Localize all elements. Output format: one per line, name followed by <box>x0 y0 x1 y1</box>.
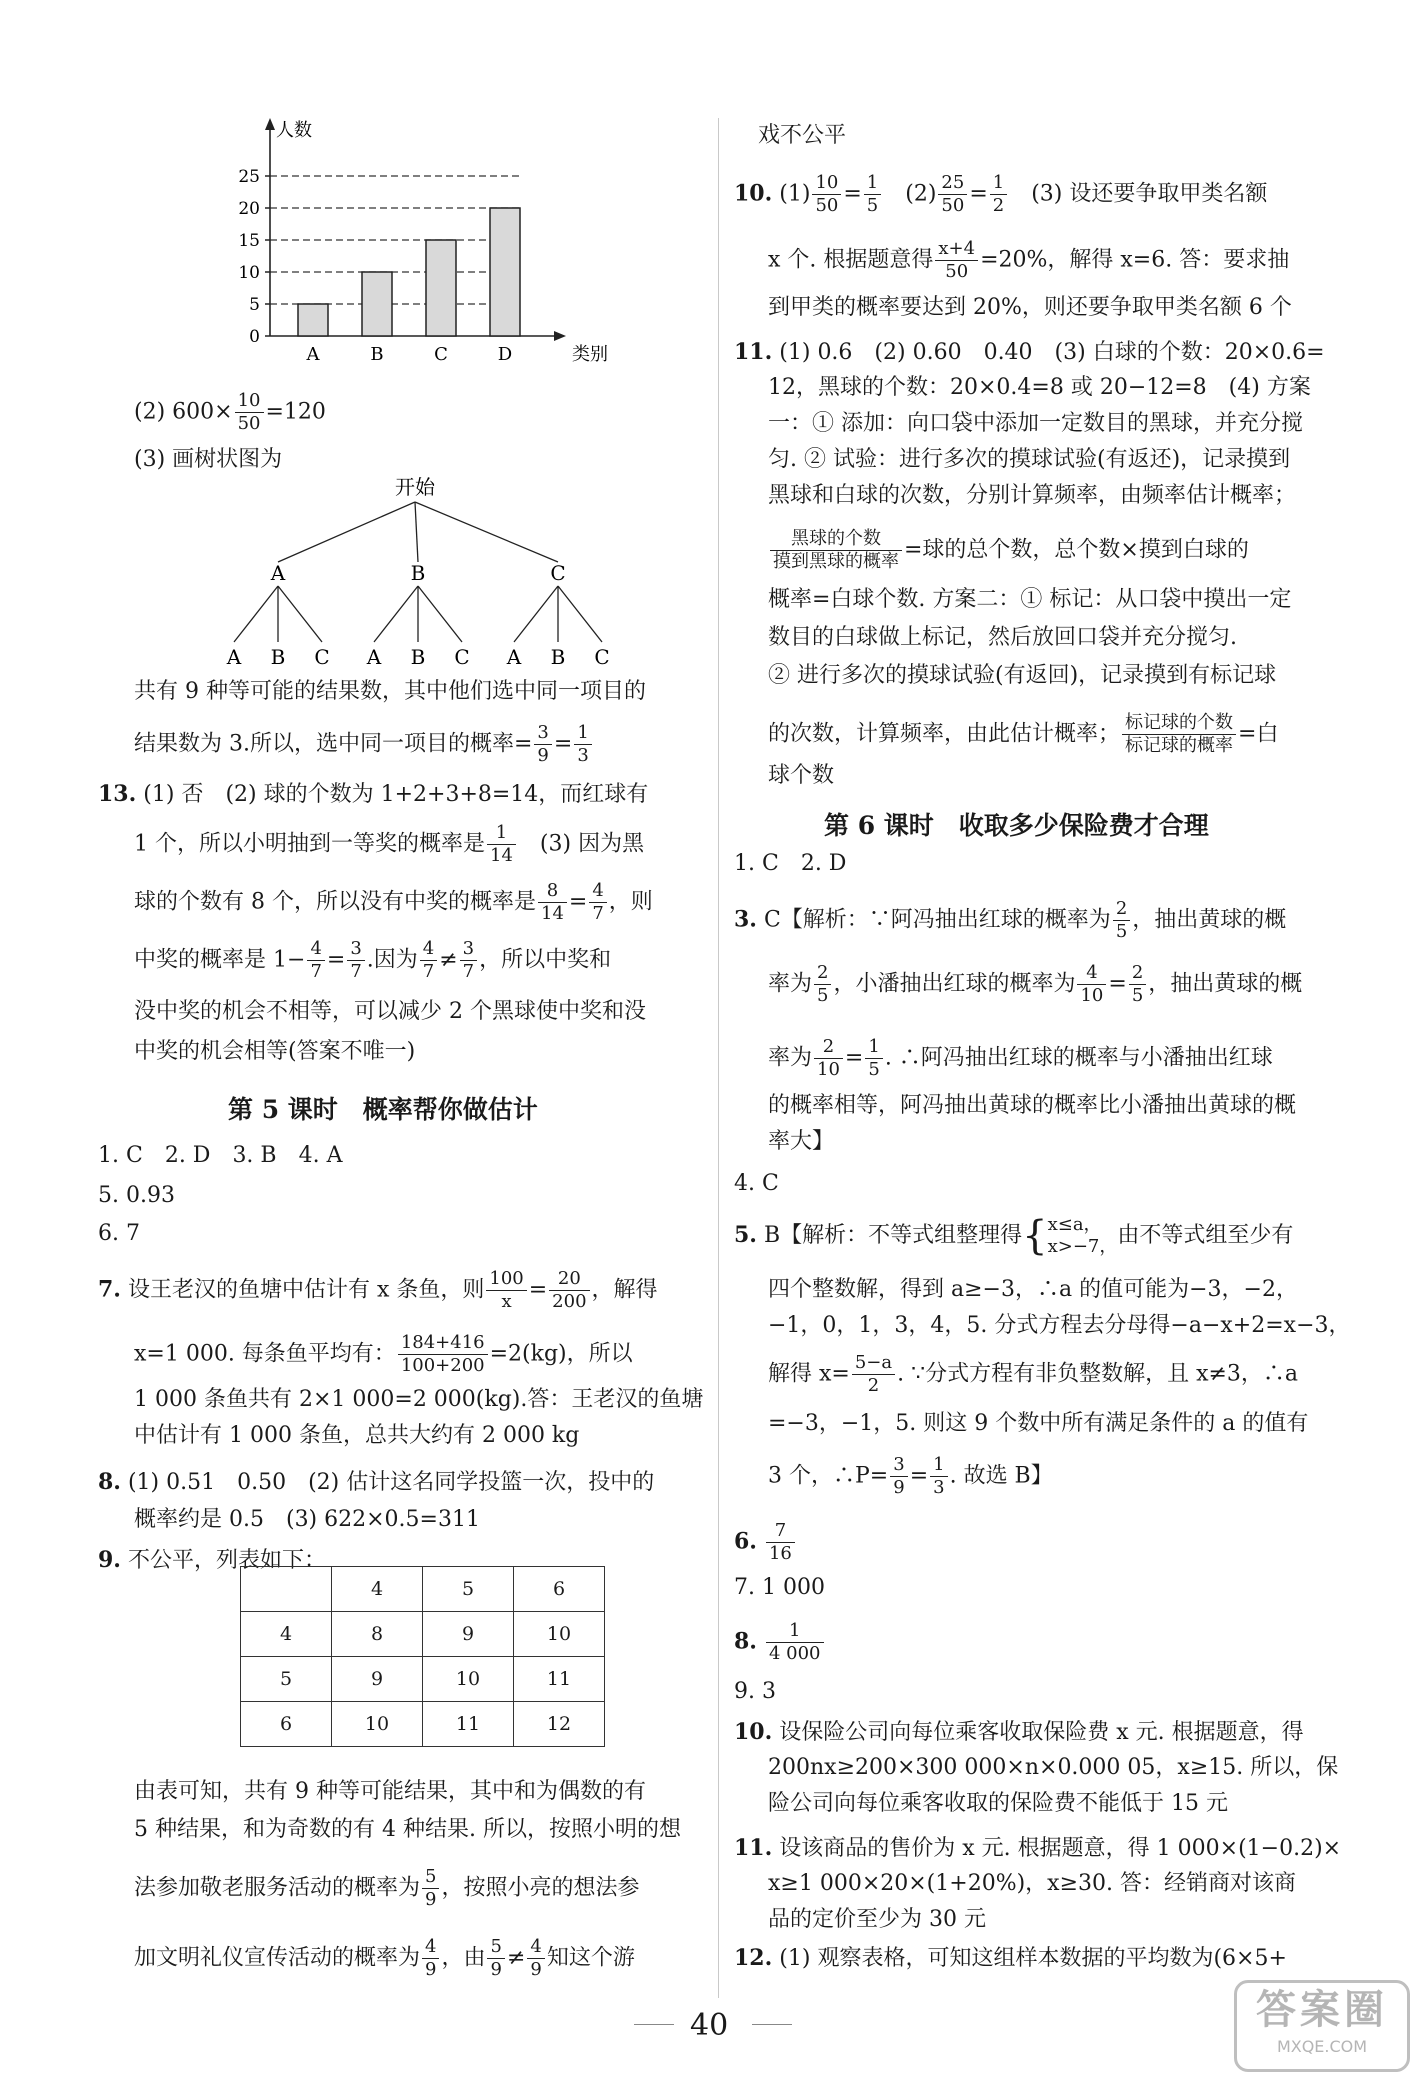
question-11: 11. (1) 0.6 (2) 0.60 0.40 (3) 白球的个数：20×0.6= <box>734 339 1325 365</box>
answer-line: 率大】 <box>768 1129 835 1154</box>
answer-line: (2) 600× $\frac{10}{50}$ =120 <box>134 390 326 434</box>
answer-line: 品的定价至少为 30 元 <box>768 1907 986 1932</box>
answer-line: 1. C 2. D 3. B 4. A <box>98 1143 343 1168</box>
answer-line: 中估计有 1 000 条鱼，总共大约有 2 000 kg <box>134 1423 580 1448</box>
answer-line: 200nx≥200×300 000×n×0.000 05，x≥15. 所以，保 <box>768 1755 1339 1780</box>
answer-line: −1，0，1，3，4，5. 分式方程去分母得−a−x+2=x−3， <box>768 1313 1351 1338</box>
tree-edge <box>415 502 558 562</box>
x-tick-label: C <box>434 344 448 365</box>
answer-line: 12，黑球的个数：20×0.4=8 或 20−12=8 (4) 方案 <box>768 375 1311 400</box>
question-12: 12. (1) 观察表格，可知这组样本数据的平均数为(6×5+ <box>734 1945 1287 1971</box>
question-10: 10. (1) $\frac{10}{50}$ = $\frac{1}{5}$ (2) $\frac{25}{50}$ = $\frac{1}{2}$ (3) 设还要争取甲类名额 <box>734 172 1268 216</box>
table-cell: 5 <box>423 1567 514 1612</box>
tree-leaf: B <box>410 645 426 669</box>
table-cell <box>241 1567 332 1612</box>
tree-node: B <box>410 561 426 585</box>
tree-edge <box>278 502 415 562</box>
answer-line: 到甲类的概率要达到 20%，则还要争取甲类名额 6 个 <box>768 295 1292 320</box>
y-tick-label: 5 <box>249 295 260 315</box>
tree-leaf: A <box>226 645 242 669</box>
table-cell: 6 <box>241 1702 332 1747</box>
answer-line: 戏不公平 <box>758 123 847 148</box>
answer-line: 7. 1 000 <box>734 1575 825 1600</box>
answer-line: 的次数，计算频率，由此估计概率； 标记球的个数 标记球的概率 =白 <box>768 712 1279 756</box>
tree-edge <box>278 586 322 642</box>
section-heading: 第 5 课时 概率帮你做估计 <box>228 1095 538 1124</box>
bar <box>426 240 456 336</box>
answer-line: 球的个数有 8 个，所以没有中奖的概率是 $\frac{8}{14}$ = $\frac{4}{7}$ ，则 <box>134 880 653 924</box>
answer-line: 中奖的概率是 1− $\frac{4}{7}$ = $\frac{3}{7}$ .因为 $\frac{4}{7}$ ≠ $\frac{3}{7}$ ，所以中奖和 <box>134 938 612 982</box>
table-cell: 10 <box>514 1612 605 1657</box>
tree-leaf: C <box>594 645 610 669</box>
y-tick-label: 0 <box>249 327 260 347</box>
question-7: 7. 设王老汉的鱼塘中估计有 x 条鱼，则 $\frac{100}{x}$ = $\frac{20}{200}$ ，解得 <box>98 1268 658 1312</box>
answer-line: 率为 $\frac{2}{10}$ = $\frac{1}{5}$ . ∴阿冯抽出红球的概率与小潘抽出红球 <box>768 1036 1273 1080</box>
tree-leaf: A <box>366 645 382 669</box>
column-divider <box>718 118 719 1998</box>
sum-table <box>240 1566 605 1747</box>
table-cell: 10 <box>332 1702 423 1747</box>
tree-leaf: B <box>270 645 286 669</box>
answer-line: x≥1 000×20×(1+20%)，x≥30. 答：经销商对该商 <box>768 1871 1297 1896</box>
question-3: 3. C【解析：∵阿冯抽出红球的概率为 $\frac{2}{5}$ ，抽出黄球的概 <box>734 898 1287 942</box>
bar <box>298 304 328 336</box>
answer-line: ② 进行多次的摸球试验(有返回)，记录摸到有标记球 <box>768 663 1277 688</box>
answer-line: 中奖的机会相等(答案不唯一) <box>134 1039 416 1064</box>
x-axis-label: 类别 <box>572 344 608 365</box>
tree-root: 开始 <box>395 475 435 499</box>
y-tick-label: 20 <box>238 199 260 219</box>
table-cell: 6 <box>514 1567 605 1612</box>
answer-line: 险公司向每位乘客收取的保险费不能低于 15 元 <box>768 1791 1228 1816</box>
answer-line: 一：① 添加：向口袋中添加一定数目的黑球，并充分搅 <box>768 411 1303 436</box>
tree-edge <box>514 586 558 642</box>
answer-line: (3) 画树状图为 <box>134 447 283 472</box>
answer-line: 数目的白球做上标记，然后放回口袋并充分搅匀. <box>768 625 1237 650</box>
answer-line: 1. C 2. D <box>734 851 847 876</box>
answer-line: 没中奖的机会不相等，可以减少 2 个黑球使中奖和没 <box>134 999 646 1024</box>
answer-line: 6. 7 <box>98 1221 140 1246</box>
table-cell: 4 <box>241 1612 332 1657</box>
watermark-logo: 答案圈 MXQE.COM <box>1234 1980 1410 2072</box>
bar <box>362 272 392 336</box>
answer-line: 结果数为 3.所以，选中同一项目的概率= $\frac{3}{9}$ = $\frac{1}{3}$ <box>134 722 594 767</box>
tree-leaf: C <box>454 645 470 669</box>
tree-edge <box>234 586 278 642</box>
tree-leaf: B <box>550 645 566 669</box>
answer-line: x 个. 根据题意得 $\frac{x+4}{50}$ =20%，解得 x=6. 答：要求抽 <box>768 238 1290 282</box>
tree-diagram <box>200 474 640 674</box>
answer-line: 1 个，所以小明抽到一等奖的概率是 $\frac{1}{14}$ (3) 因为黑 <box>134 822 645 866</box>
question-11b: 11. 设该商品的售价为 x 元. 根据题意，得 1 000×(1−0.2)× <box>734 1835 1342 1861</box>
answer-line: 法参加敬老服务活动的概率为 $\frac{5}{9}$ ，按照小亮的想法参 <box>134 1866 640 1910</box>
tree-edge <box>374 586 418 642</box>
answer-line: 四个整数解，得到 a≥−3，∴a 的值可能为−3，−2， <box>768 1277 1298 1302</box>
answer-line: 加文明礼仪宣传活动的概率为 $\frac{4}{9}$ ，由 $\frac{5}{9}$ ≠ $\frac{4}{9}$ 知这个游 <box>134 1936 635 1980</box>
table-row <box>241 1657 605 1702</box>
answer-line: 9. 3 <box>734 1679 776 1704</box>
tree-leaf: A <box>506 645 522 669</box>
question-10b: 10. 设保险公司向每位乘客收取保险费 x 元. 根据题意，得 <box>734 1719 1304 1745</box>
answer-line: 匀. ② 试验：进行多次的摸球试验(有返还)，记录摸到 <box>768 447 1291 472</box>
answer-line: 概率约是 0.5 (3) 622×0.5=311 <box>134 1507 480 1532</box>
table-cell: 11 <box>514 1657 605 1702</box>
x-axis-arrow <box>554 331 566 341</box>
table-cell: 8 <box>332 1612 423 1657</box>
answer-line: =−3，−1，5. 则这 9 个数中所有满足条件的 a 的值有 <box>768 1411 1309 1436</box>
answer-line: 8. $\frac{1}{4 000}$ <box>734 1620 826 1665</box>
table-row <box>241 1567 605 1612</box>
tree-leaf: C <box>314 645 330 669</box>
tree-edge <box>415 502 418 562</box>
table-row <box>241 1612 605 1657</box>
answer-line: 率为 $\frac{2}{5}$ ，小潘抽出红球的概率为 $\frac{4}{10}$ = $\frac{2}{5}$ ，抽出黄球的概 <box>768 962 1303 1006</box>
tree-node: C <box>550 561 566 585</box>
table-cell: 12 <box>514 1702 605 1747</box>
tree-edge <box>558 586 602 642</box>
answer-line: 的概率相等，阿冯抽出黄球的概率比小潘抽出黄球的概 <box>768 1093 1297 1118</box>
answer-line: 3 个，∴P= $\frac{3}{9}$ = $\frac{1}{3}$ . 故选 B】 <box>768 1454 1053 1498</box>
page-number: 40 <box>690 2008 729 2043</box>
question-13: 13. (1) 否 (2) 球的个数为 1+2+3+8=14，而红球有 <box>98 781 649 807</box>
answer-line: 黑球和白球的次数，分别计算频率，由频率估计概率； <box>768 483 1297 508</box>
table-cell: 10 <box>423 1657 514 1702</box>
x-tick-label: A <box>306 344 320 365</box>
answer-line: 由表可知，共有 9 种等可能结果，其中和为偶数的有 <box>134 1779 646 1804</box>
tree-node: A <box>270 561 286 585</box>
answer-line: 球个数 <box>768 763 835 788</box>
answer-line: 解得 x= $\frac{5-a}{2}$ . ∵分式方程有非负整数解，且 x≠3，∴a <box>768 1352 1299 1396</box>
y-tick-label: 15 <box>238 231 260 251</box>
answer-line: x=1 000. 每条鱼平均有： $\frac{184+416}{100+200}$ =2(kg)，所以 <box>134 1332 633 1376</box>
answer-line: 4. C <box>734 1171 779 1196</box>
table-cell: 9 <box>423 1612 514 1657</box>
x-tick-label: B <box>370 344 384 365</box>
y-axis-label: 人数 <box>276 120 312 141</box>
page-number-dash <box>752 2024 792 2025</box>
question-9: 9. 不公平，列表如下： <box>98 1547 326 1573</box>
answer-line: 6. $\frac{7}{16}$ <box>734 1520 797 1565</box>
section-heading: 第 6 课时 收取多少保险费才合理 <box>824 811 1209 840</box>
tree-edge <box>418 586 462 642</box>
page-number-dash <box>634 2024 674 2025</box>
x-tick-label: D <box>497 344 513 365</box>
table-cell: 9 <box>332 1657 423 1702</box>
table-cell: 5 <box>241 1657 332 1702</box>
y-tick-label: 25 <box>238 167 260 187</box>
bar <box>490 208 520 336</box>
question-5: 5. B【解析：不等式组整理得{ x≤a， x>−7， 由不等式组至少有 <box>734 1213 1294 1259</box>
answer-line: 1 000 条鱼共有 2×1 000=2 000(kg).答：王老汉的鱼塘 <box>134 1387 704 1412</box>
bar-chart <box>230 118 610 368</box>
table-cell: 11 <box>423 1702 514 1747</box>
answer-line: 黑球的个数 摸到黑球的概率 =球的总个数，总个数×摸到白球的 <box>768 528 1249 573</box>
question-8: 8. (1) 0.51 0.50 (2) 估计这名同学投篮一次，投中的 <box>98 1469 655 1495</box>
answer-line: 5 种结果，和为奇数的有 4 种结果. 所以，按照小明的想 <box>134 1817 681 1842</box>
table-cell: 4 <box>332 1567 423 1612</box>
table-row <box>241 1702 605 1747</box>
y-tick-label: 10 <box>238 263 260 283</box>
answer-line: 概率=白球个数. 方案二：① 标记：从口袋中摸出一定 <box>768 587 1292 612</box>
answer-line: 共有 9 种等可能的结果数，其中他们选中同一项目的 <box>134 679 646 704</box>
y-axis-arrow <box>265 118 275 130</box>
answer-line: 5. 0.93 <box>98 1183 175 1208</box>
